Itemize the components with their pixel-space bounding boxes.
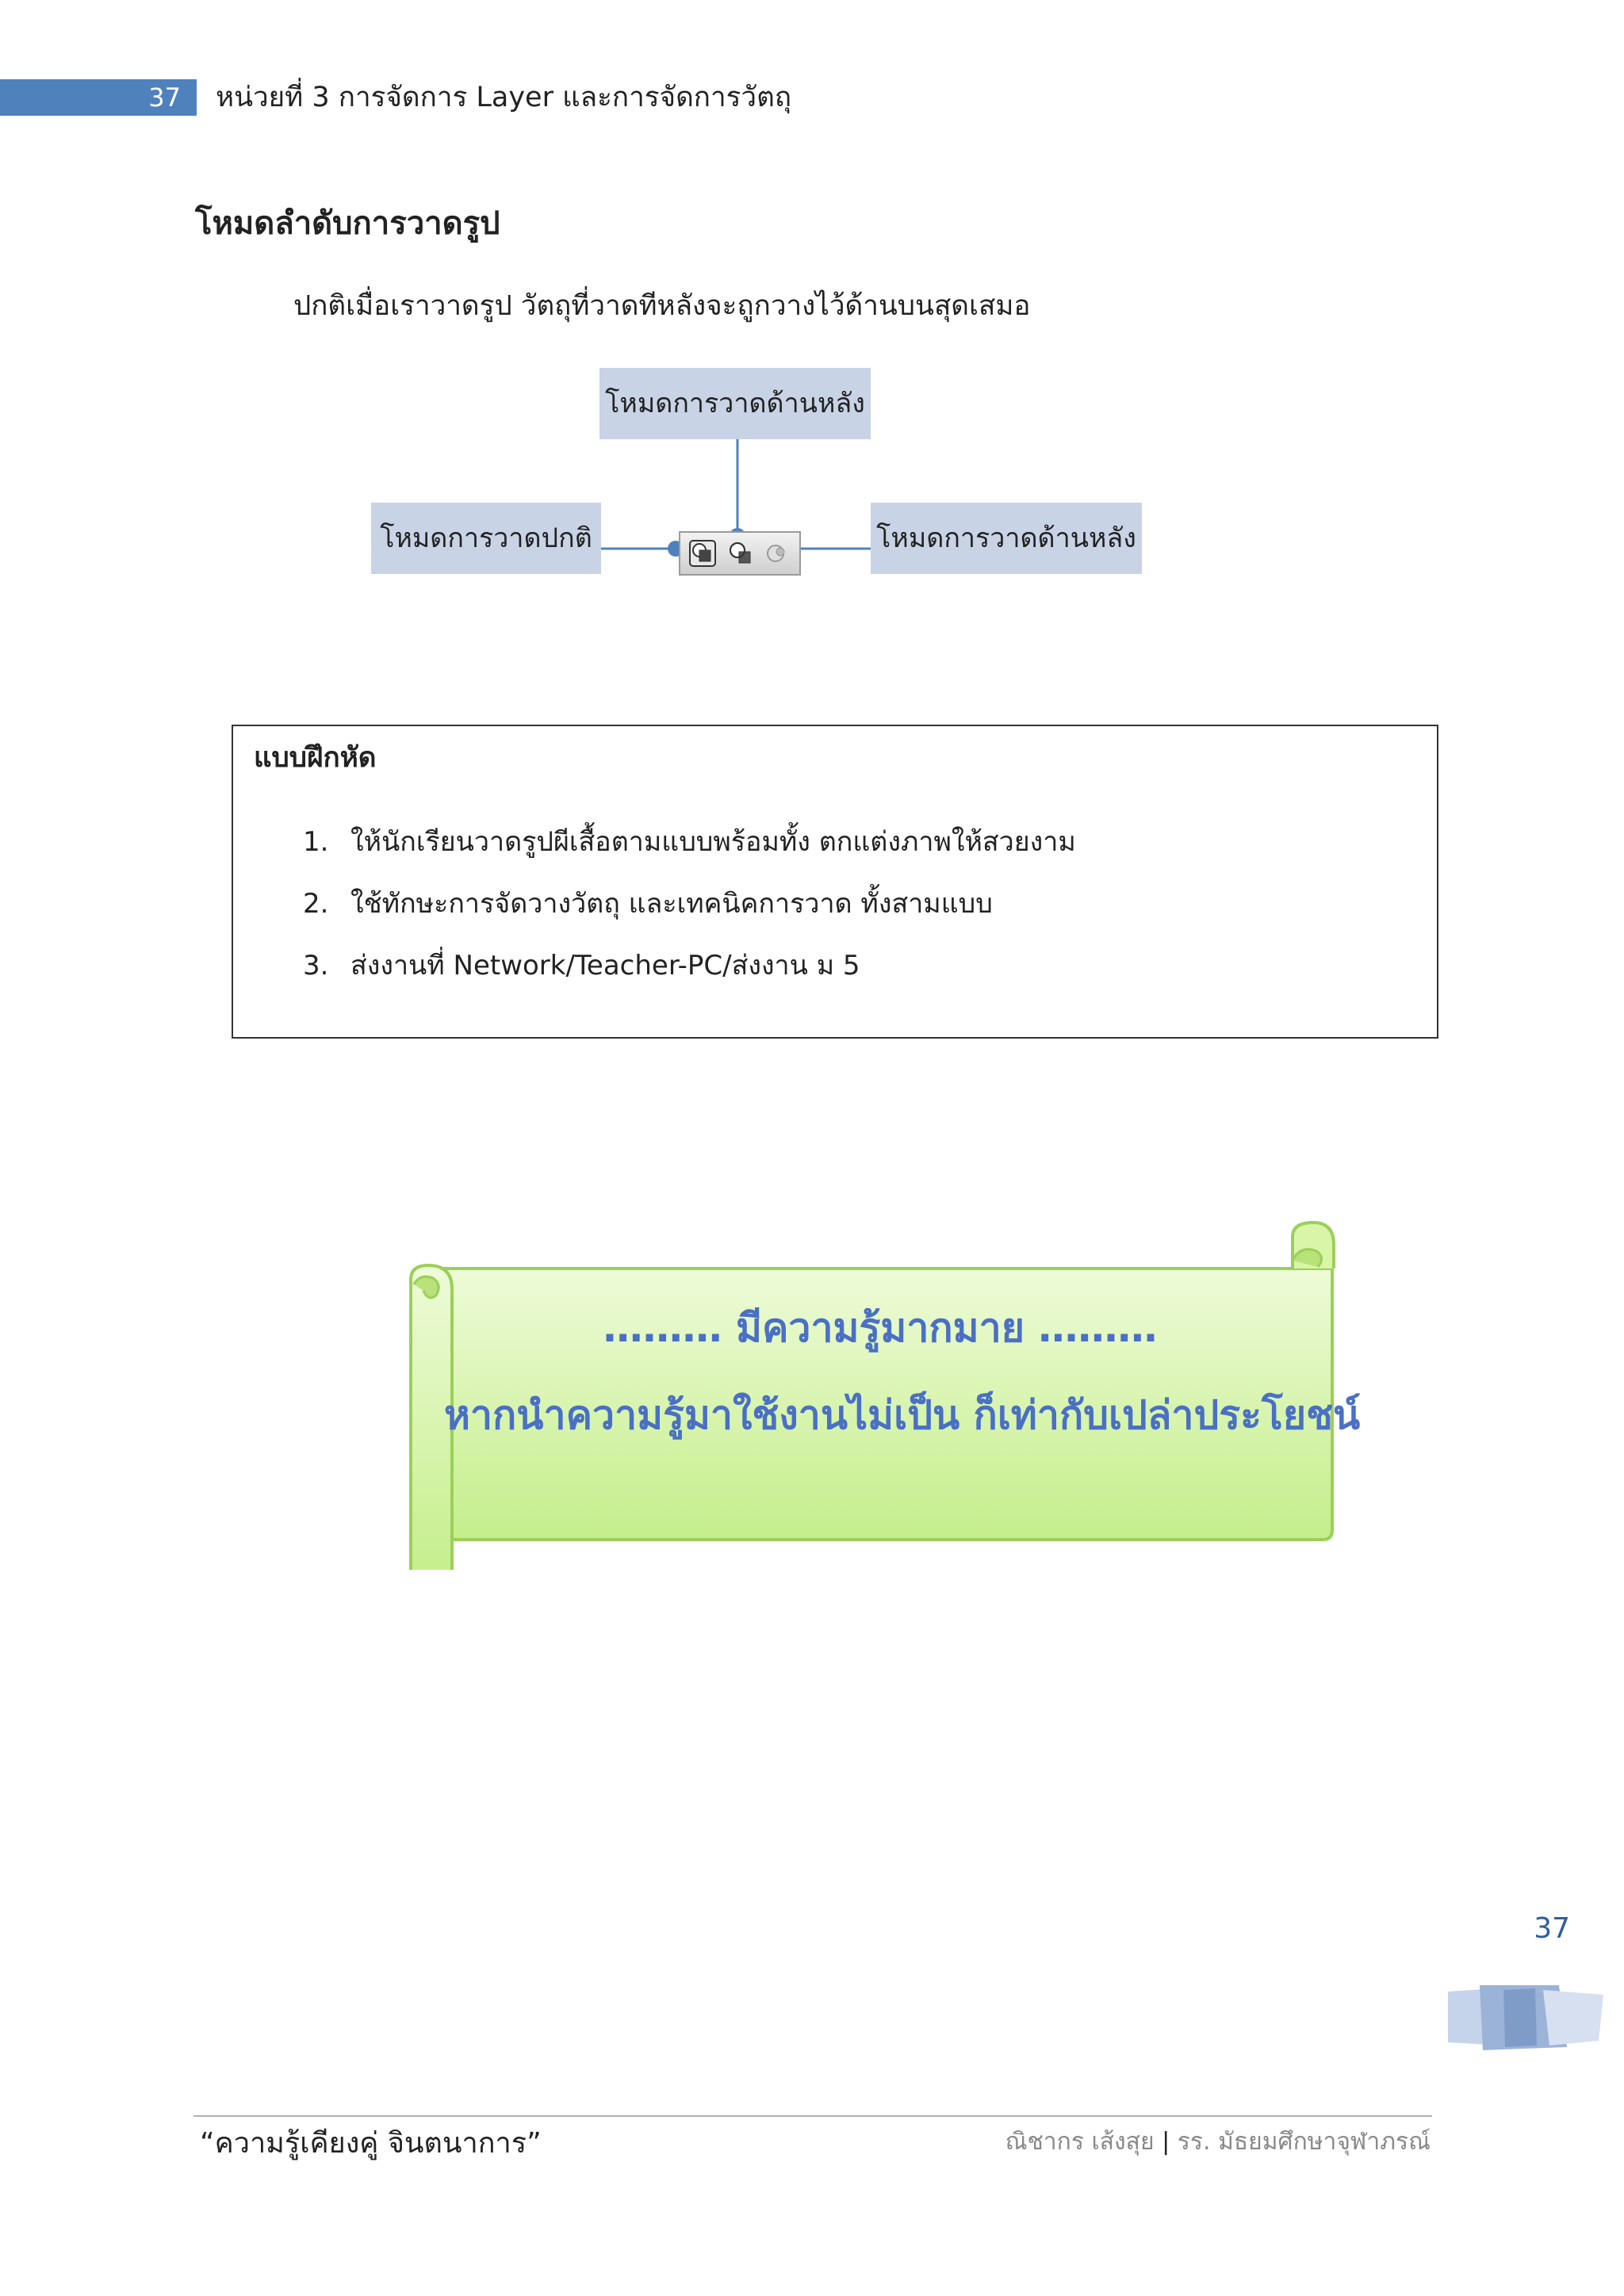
exercise-item: [303, 883, 993, 924]
exercise-title: แบบฝึกหัด: [254, 742, 377, 774]
banner-line-2: หากนำความรู้มาใช้งานไม่เป็น ก็เท่ากับเปล่าประโยชน์: [444, 1392, 1361, 1438]
exercise-item-number: 2.: [303, 888, 329, 920]
footer-separator: |: [1162, 2128, 1170, 2156]
drawing-mode-toolbar: [679, 531, 801, 576]
header-page-number: 37: [148, 82, 181, 113]
footer-author: ณิชากร เส้งสุย: [1005, 2128, 1155, 2156]
exercise-item-number: 3.: [303, 950, 329, 982]
draw-inside-icon[interactable]: [763, 539, 791, 568]
exercise-item-text: ให้นักเรียนวาดรูปผีเสื้อตามแบบพร้อมทั้ง ตกแต่งภาพให้สวยงาม: [350, 826, 1076, 858]
diagram-connectors: [0, 0, 1624, 714]
footer-credit: [983, 2122, 1431, 2163]
section-title: โหมดลำดับการวาดรูป: [195, 205, 500, 242]
label-draw-behind-right: โหมดการวาดด้านหลัง: [871, 503, 1142, 574]
exercise-item: [303, 945, 860, 986]
unit-title: หน่วยที่ 3 การจัดการ Layer และการจัดการวัตถุ: [216, 82, 792, 113]
exercise-box: [232, 725, 1438, 1039]
footer-quote: “ความรู้เคียงคู่ จินตนาการ”: [200, 2127, 542, 2160]
intro-text: ปกติเมื่อเราวาดรูป วัตถุที่วาดทีหลังจะถูกวางไว้ด้านบนสุดเสมอ: [293, 290, 1031, 322]
exercise-item: [303, 821, 1076, 863]
banner-line-1: ……… มีความรู้มากมาย ………: [603, 1305, 1158, 1351]
draw-normal-icon[interactable]: [688, 539, 717, 568]
exercise-item-number: 1.: [303, 826, 329, 858]
exercise-item-text: ส่งงานที่ Network/Teacher-PC/ส่งงาน ม 5: [350, 950, 860, 982]
label-draw-behind-top: โหมดการวาดด้านหลัง: [599, 368, 871, 439]
footer-rule: [193, 2115, 1432, 2117]
label-draw-normal: โหมดการวาดปกติ: [371, 503, 601, 574]
footer-page-number: 37: [1534, 1912, 1570, 1945]
draw-behind-icon[interactable]: [726, 539, 755, 568]
exercise-item-text: ใช้ทักษะการจัดวางวัตถุ และเทคนิคการวาด ทั้งสามแบบ: [350, 888, 993, 920]
footer-school: รร. มัธยมศึกษาจุฬาภรณ์: [1177, 2128, 1431, 2156]
decorative-ribbon: [1448, 1982, 1607, 2053]
